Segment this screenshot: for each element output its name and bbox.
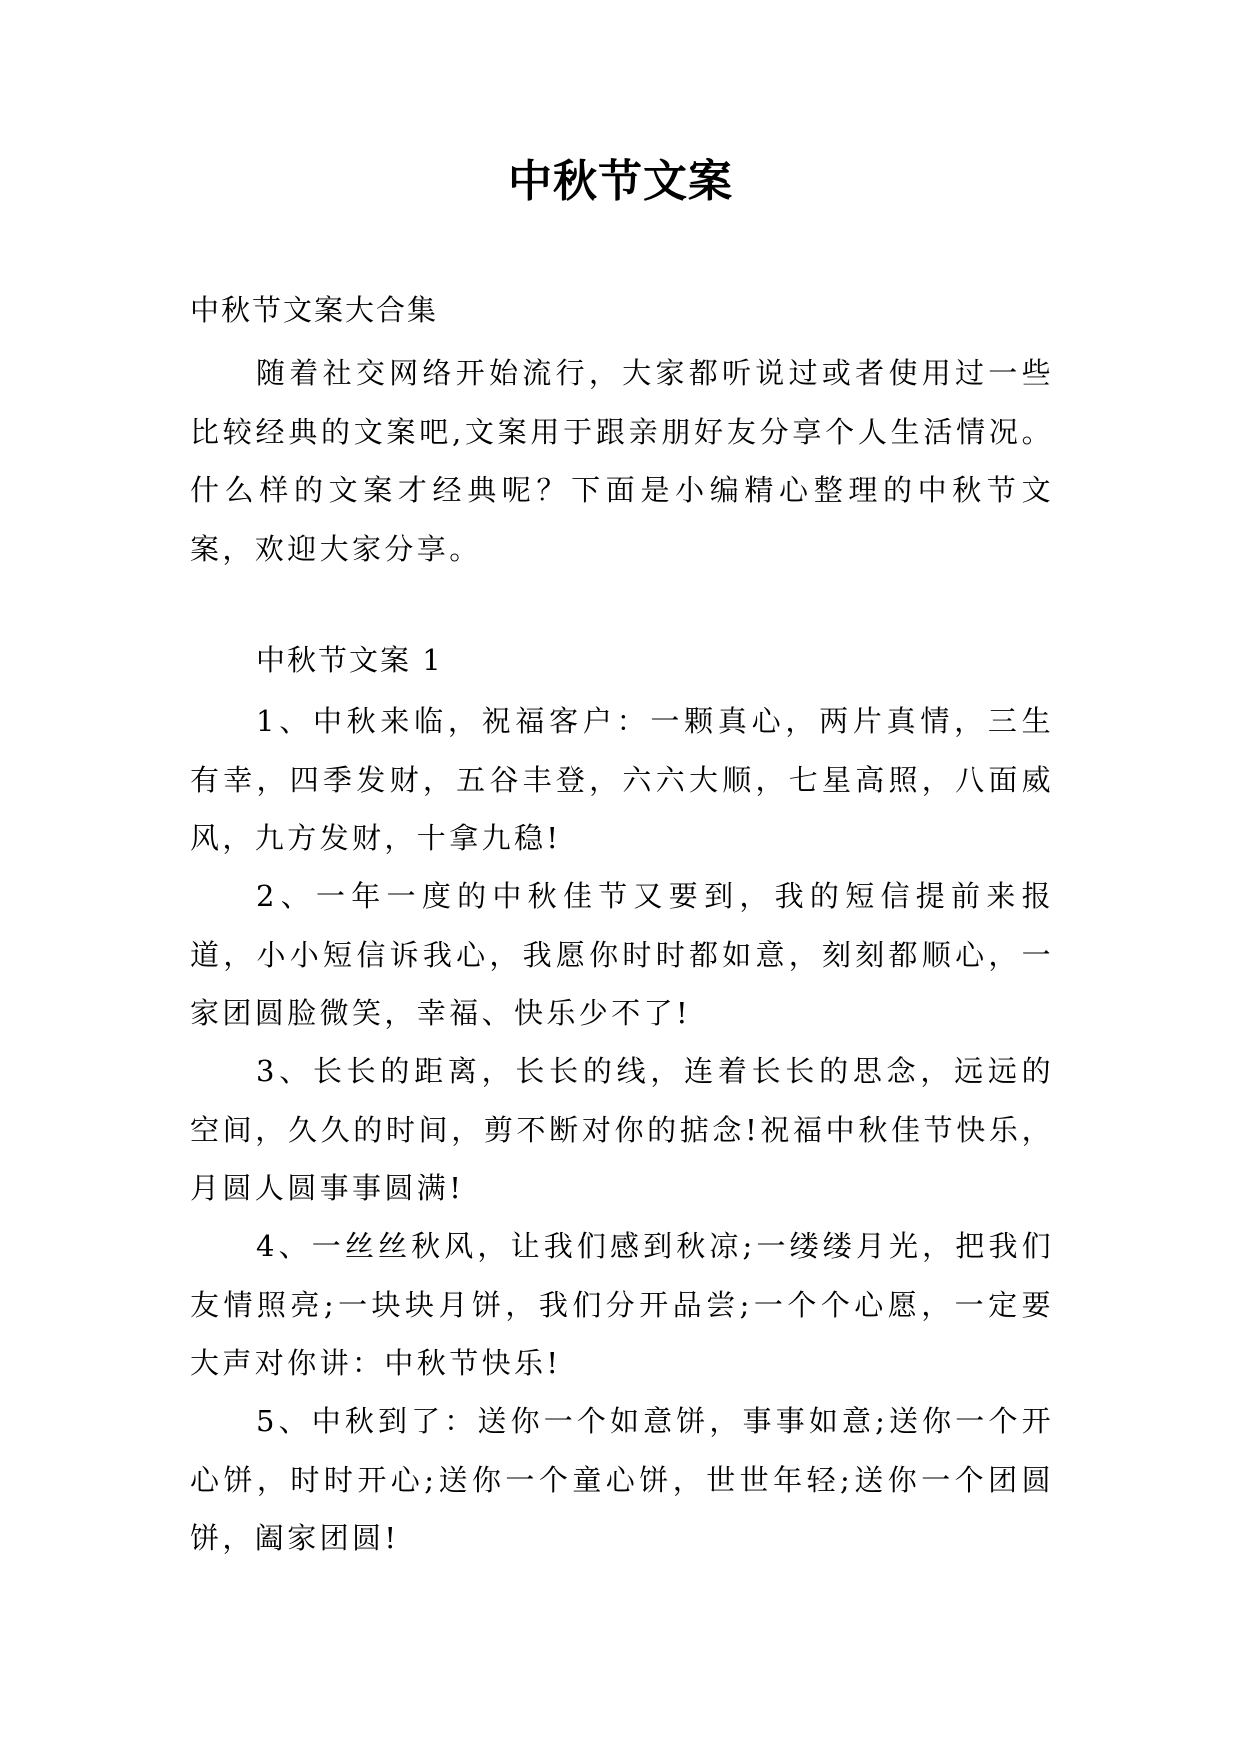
list-item: 5、中秋到了：送你一个如意饼，事事如意;送你一个开心饼，时时开心;送你一个童心饼，世世年轻;送你一个团圆饼，阖家团圆! (190, 1404, 1054, 1555)
list-item: 4、一丝丝秋风，让我们感到秋凉;一缕缕月光，把我们友情照亮;一块块月饼，我们分开品尝;一个个心愿，一定要大声对你讲：中秋节快乐! (190, 1229, 1054, 1380)
section-heading: 中秋节文案 1 (256, 643, 443, 677)
list-item: 2、一年一度的中秋佳节又要到，我的短信提前来报道，小小短信诉我心，我愿你时时都如意，刻刻都顺心，一家团圆脸微笑，幸福、快乐少不了! (190, 879, 1054, 1030)
document-subtitle: 中秋节文案大合集 (190, 293, 439, 327)
list-item: 3、长长的距离，长长的线，连着长长的思念，远远的空间，久久的时间，剪不断对你的掂念!祝福中秋佳节快乐，月圆人圆事事圆满! (190, 1054, 1054, 1205)
intro-paragraph: 随着社交网络开始流行，大家都听说过或者使用过一些比较经典的文案吧,文案用于跟亲朋好友分享个人生活情况。什么样的文案才经典呢？下面是小编精心整理的中秋节文案，欢迎大家分享。 (190, 356, 1054, 566)
list-item: 1、中秋来临，祝福客户：一颗真心，两片真情，三生有幸，四季发财，五谷丰登，六六大顺，七星高照，八面威风，九方发财，十拿九稳! (190, 704, 1054, 855)
document-title: 中秋节文案 (508, 156, 733, 207)
